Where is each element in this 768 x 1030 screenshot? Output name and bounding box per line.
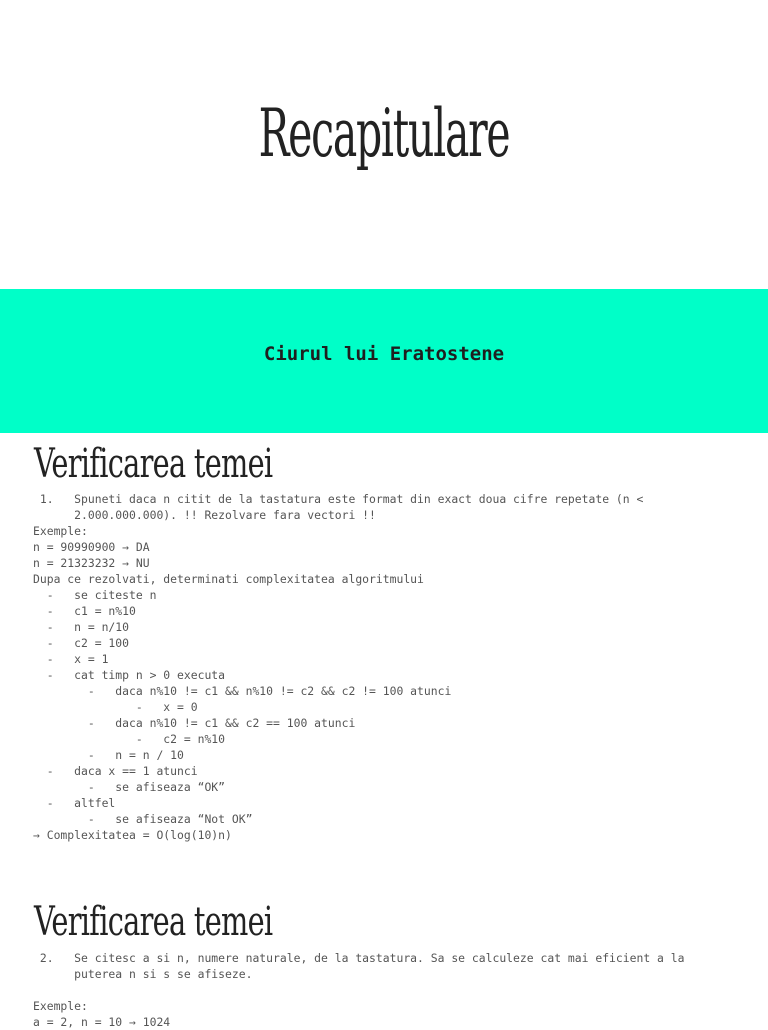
section-band bbox=[0, 289, 768, 433]
text-line: → Complexitatea = O(log(10)n) bbox=[33, 828, 232, 842]
slide2-heading: Verificarea temei bbox=[34, 899, 273, 945]
text-line: puterea n si s se afiseze. bbox=[33, 967, 253, 981]
text-line: - se afiseaza “Not OK” bbox=[33, 812, 253, 826]
text-line: 2. Se citesc a si n, numere naturale, de la tastatura. Sa se calculeze cat mai eficient a la bbox=[33, 951, 685, 965]
text-line: - daca n%10 != c1 && n%10 != c2 && c2 != 100 atunci bbox=[33, 684, 452, 698]
text-line: - se afiseaza “OK” bbox=[33, 780, 226, 794]
text-line: 2.000.000.000). !! Rezolvare fara vectori !! bbox=[33, 508, 376, 522]
text-line: Dupa ce rezolvati, determinati complexitatea algoritmului bbox=[33, 572, 424, 586]
text-line: - altfel bbox=[33, 796, 116, 810]
text-line: 1. Spuneti daca n citit de la tastatura este format din exact doua cifre repetate (n < bbox=[33, 492, 644, 506]
text-line: Exemple: bbox=[33, 999, 88, 1013]
text-line: - c2 = 100 bbox=[33, 636, 130, 650]
text-line: - c1 = n%10 bbox=[33, 604, 136, 618]
text-line: - se citeste n bbox=[33, 588, 157, 602]
text-line: - x = 1 bbox=[33, 652, 109, 666]
text-line: - cat timp n > 0 executa bbox=[33, 668, 226, 682]
presentation-title: Recapitulare bbox=[258, 95, 510, 172]
text-line: - daca x == 1 atunci bbox=[33, 764, 198, 778]
slide1-heading: Verificarea temei bbox=[34, 441, 273, 487]
text-line: - x = 0 bbox=[33, 700, 198, 714]
text-line: - n = n / 10 bbox=[33, 748, 184, 762]
text-line: n = 21323232 → NU bbox=[33, 556, 150, 570]
text-line: Exemple: bbox=[33, 524, 88, 538]
text-line: - n = n/10 bbox=[33, 620, 130, 634]
text-line: a = 2, n = 10 → 1024 bbox=[33, 1015, 171, 1029]
text-line: n = 90990900 → DA bbox=[33, 540, 150, 554]
text-line: - c2 = n%10 bbox=[33, 732, 226, 746]
title-slide bbox=[0, 0, 768, 289]
text-line: - daca n%10 != c1 && c2 == 100 atunci bbox=[33, 716, 356, 730]
section-title: Ciurul lui Eratostene bbox=[263, 343, 505, 365]
